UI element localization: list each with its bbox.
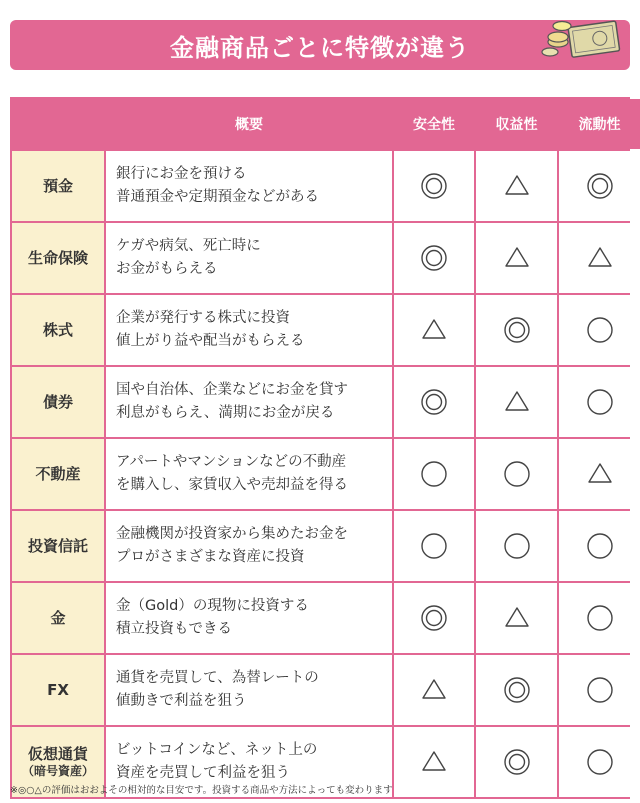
footnote: ※◎○△の評価はおおよその相対的な目安です。投資する商品や方法によっても変わります xyxy=(10,785,393,796)
circle-icon xyxy=(586,532,614,560)
product-description xyxy=(106,655,392,725)
liquidity-rating xyxy=(559,151,640,221)
description-line: 値動きで利益を狙う xyxy=(116,693,247,709)
product-description xyxy=(106,511,392,581)
circle-icon xyxy=(586,676,614,704)
profit-rating xyxy=(476,655,557,725)
triangle-icon xyxy=(503,244,531,272)
profit-rating xyxy=(476,295,557,365)
circle-icon xyxy=(503,460,531,488)
product-name-cell xyxy=(12,223,104,293)
product-name-cell xyxy=(12,583,104,653)
safety-rating xyxy=(394,295,474,365)
liquidity-rating xyxy=(559,367,640,437)
double-circle-icon xyxy=(586,172,614,200)
circle-icon xyxy=(586,388,614,416)
profit-rating xyxy=(476,727,557,797)
profit-rating xyxy=(476,439,557,509)
description-line: ビットコインなど、ネット上の xyxy=(116,741,318,758)
product-name-cell xyxy=(12,367,104,437)
product-description xyxy=(106,439,392,509)
header-blank xyxy=(12,99,104,149)
description-line: 金（Gold）の現物に投資する xyxy=(116,597,309,614)
safety-rating xyxy=(394,151,474,221)
triangle-icon xyxy=(586,460,614,488)
double-circle-icon xyxy=(420,244,448,272)
profit-rating xyxy=(476,223,557,293)
liquidity-rating xyxy=(559,655,640,725)
safety-rating xyxy=(394,367,474,437)
description-line: ケガや病気、死亡時に xyxy=(116,237,261,254)
product-name: 金 xyxy=(50,608,66,627)
triangle-icon xyxy=(503,172,531,200)
liquidity-rating xyxy=(559,511,640,581)
money-icon xyxy=(540,12,624,62)
double-circle-icon xyxy=(420,172,448,200)
liquidity-rating xyxy=(559,727,640,797)
double-circle-icon xyxy=(420,604,448,632)
title-banner xyxy=(10,20,630,70)
description-line: 値上がり益や配当がもらえる xyxy=(116,333,305,349)
circle-icon xyxy=(586,604,614,632)
header-profit: 収益性 xyxy=(476,99,557,149)
double-circle-icon xyxy=(503,676,531,704)
safety-rating xyxy=(394,727,474,797)
header-safety: 安全性 xyxy=(394,99,474,149)
safety-rating xyxy=(394,439,474,509)
product-name: 投資信託 xyxy=(27,536,88,555)
profit-rating xyxy=(476,151,557,221)
product-name: FX xyxy=(47,680,69,699)
safety-rating xyxy=(394,583,474,653)
product-name: 株式 xyxy=(42,320,73,339)
product-name-cell xyxy=(12,151,104,221)
liquidity-rating xyxy=(559,295,640,365)
double-circle-icon xyxy=(420,388,448,416)
product-name: 不動産 xyxy=(35,464,81,483)
description-line: 普通預金や定期預金などがある xyxy=(116,189,319,205)
triangle-icon xyxy=(420,676,448,704)
double-circle-icon xyxy=(503,748,531,776)
header-overview: 概要 xyxy=(106,99,392,149)
safety-rating xyxy=(394,511,474,581)
description-line: 積立投資もできる xyxy=(116,621,232,637)
description-line: 資産を売買して利益を狙う xyxy=(116,765,290,781)
product-name: 債券 xyxy=(42,392,73,411)
description-line: 金融機関が投資家から集めたお金を xyxy=(116,525,348,542)
description-line: 銀行にお金を預ける xyxy=(116,165,247,182)
header-liquidity: 流動性 xyxy=(559,99,640,149)
triangle-icon xyxy=(420,748,448,776)
triangle-icon xyxy=(586,244,614,272)
description-line: 国や自治体、企業などにお金を貸す xyxy=(116,381,348,398)
circle-icon xyxy=(586,316,614,344)
circle-icon xyxy=(503,532,531,560)
product-name-sub: （暗号資産） xyxy=(21,763,94,778)
description-line: アパートやマンションなどの不動産 xyxy=(116,453,347,470)
product-description xyxy=(106,367,392,437)
triangle-icon xyxy=(503,604,531,632)
profit-rating xyxy=(476,511,557,581)
description-line: 企業が発行する株式に投資 xyxy=(116,309,290,326)
circle-icon xyxy=(586,748,614,776)
profit-rating xyxy=(476,583,557,653)
product-name-cell xyxy=(12,295,104,365)
description-line: お金がもらえる xyxy=(116,261,218,277)
product-name-cell xyxy=(12,511,104,581)
safety-rating xyxy=(394,655,474,725)
description-line: を購入し、家賃収入や売却益を得る xyxy=(116,477,348,493)
liquidity-rating xyxy=(559,439,640,509)
safety-rating xyxy=(394,223,474,293)
page-title: 金融商品ごとに特徴が違う xyxy=(170,33,470,62)
comparison-table xyxy=(10,97,630,799)
double-circle-icon xyxy=(503,316,531,344)
product-name-cell xyxy=(12,439,104,509)
profit-rating xyxy=(476,367,557,437)
product-description xyxy=(106,151,392,221)
product-name: 預金 xyxy=(42,176,73,195)
product-name: 生命保険 xyxy=(27,248,88,267)
product-name-cell xyxy=(12,655,104,725)
product-description xyxy=(106,583,392,653)
triangle-icon xyxy=(503,388,531,416)
triangle-icon xyxy=(420,316,448,344)
product-description xyxy=(106,223,392,293)
description-line: 利息がもらえ、満期にお金が戻る xyxy=(116,405,335,421)
circle-icon xyxy=(420,460,448,488)
liquidity-rating xyxy=(559,583,640,653)
circle-icon xyxy=(420,532,448,560)
product-description xyxy=(106,295,392,365)
product-name: 仮想通貨 xyxy=(27,745,88,764)
description-line: プロがさまざまな資産に投資 xyxy=(116,549,305,565)
description-line: 通貨を売買して、為替レートの xyxy=(116,669,319,686)
liquidity-rating xyxy=(559,223,640,293)
